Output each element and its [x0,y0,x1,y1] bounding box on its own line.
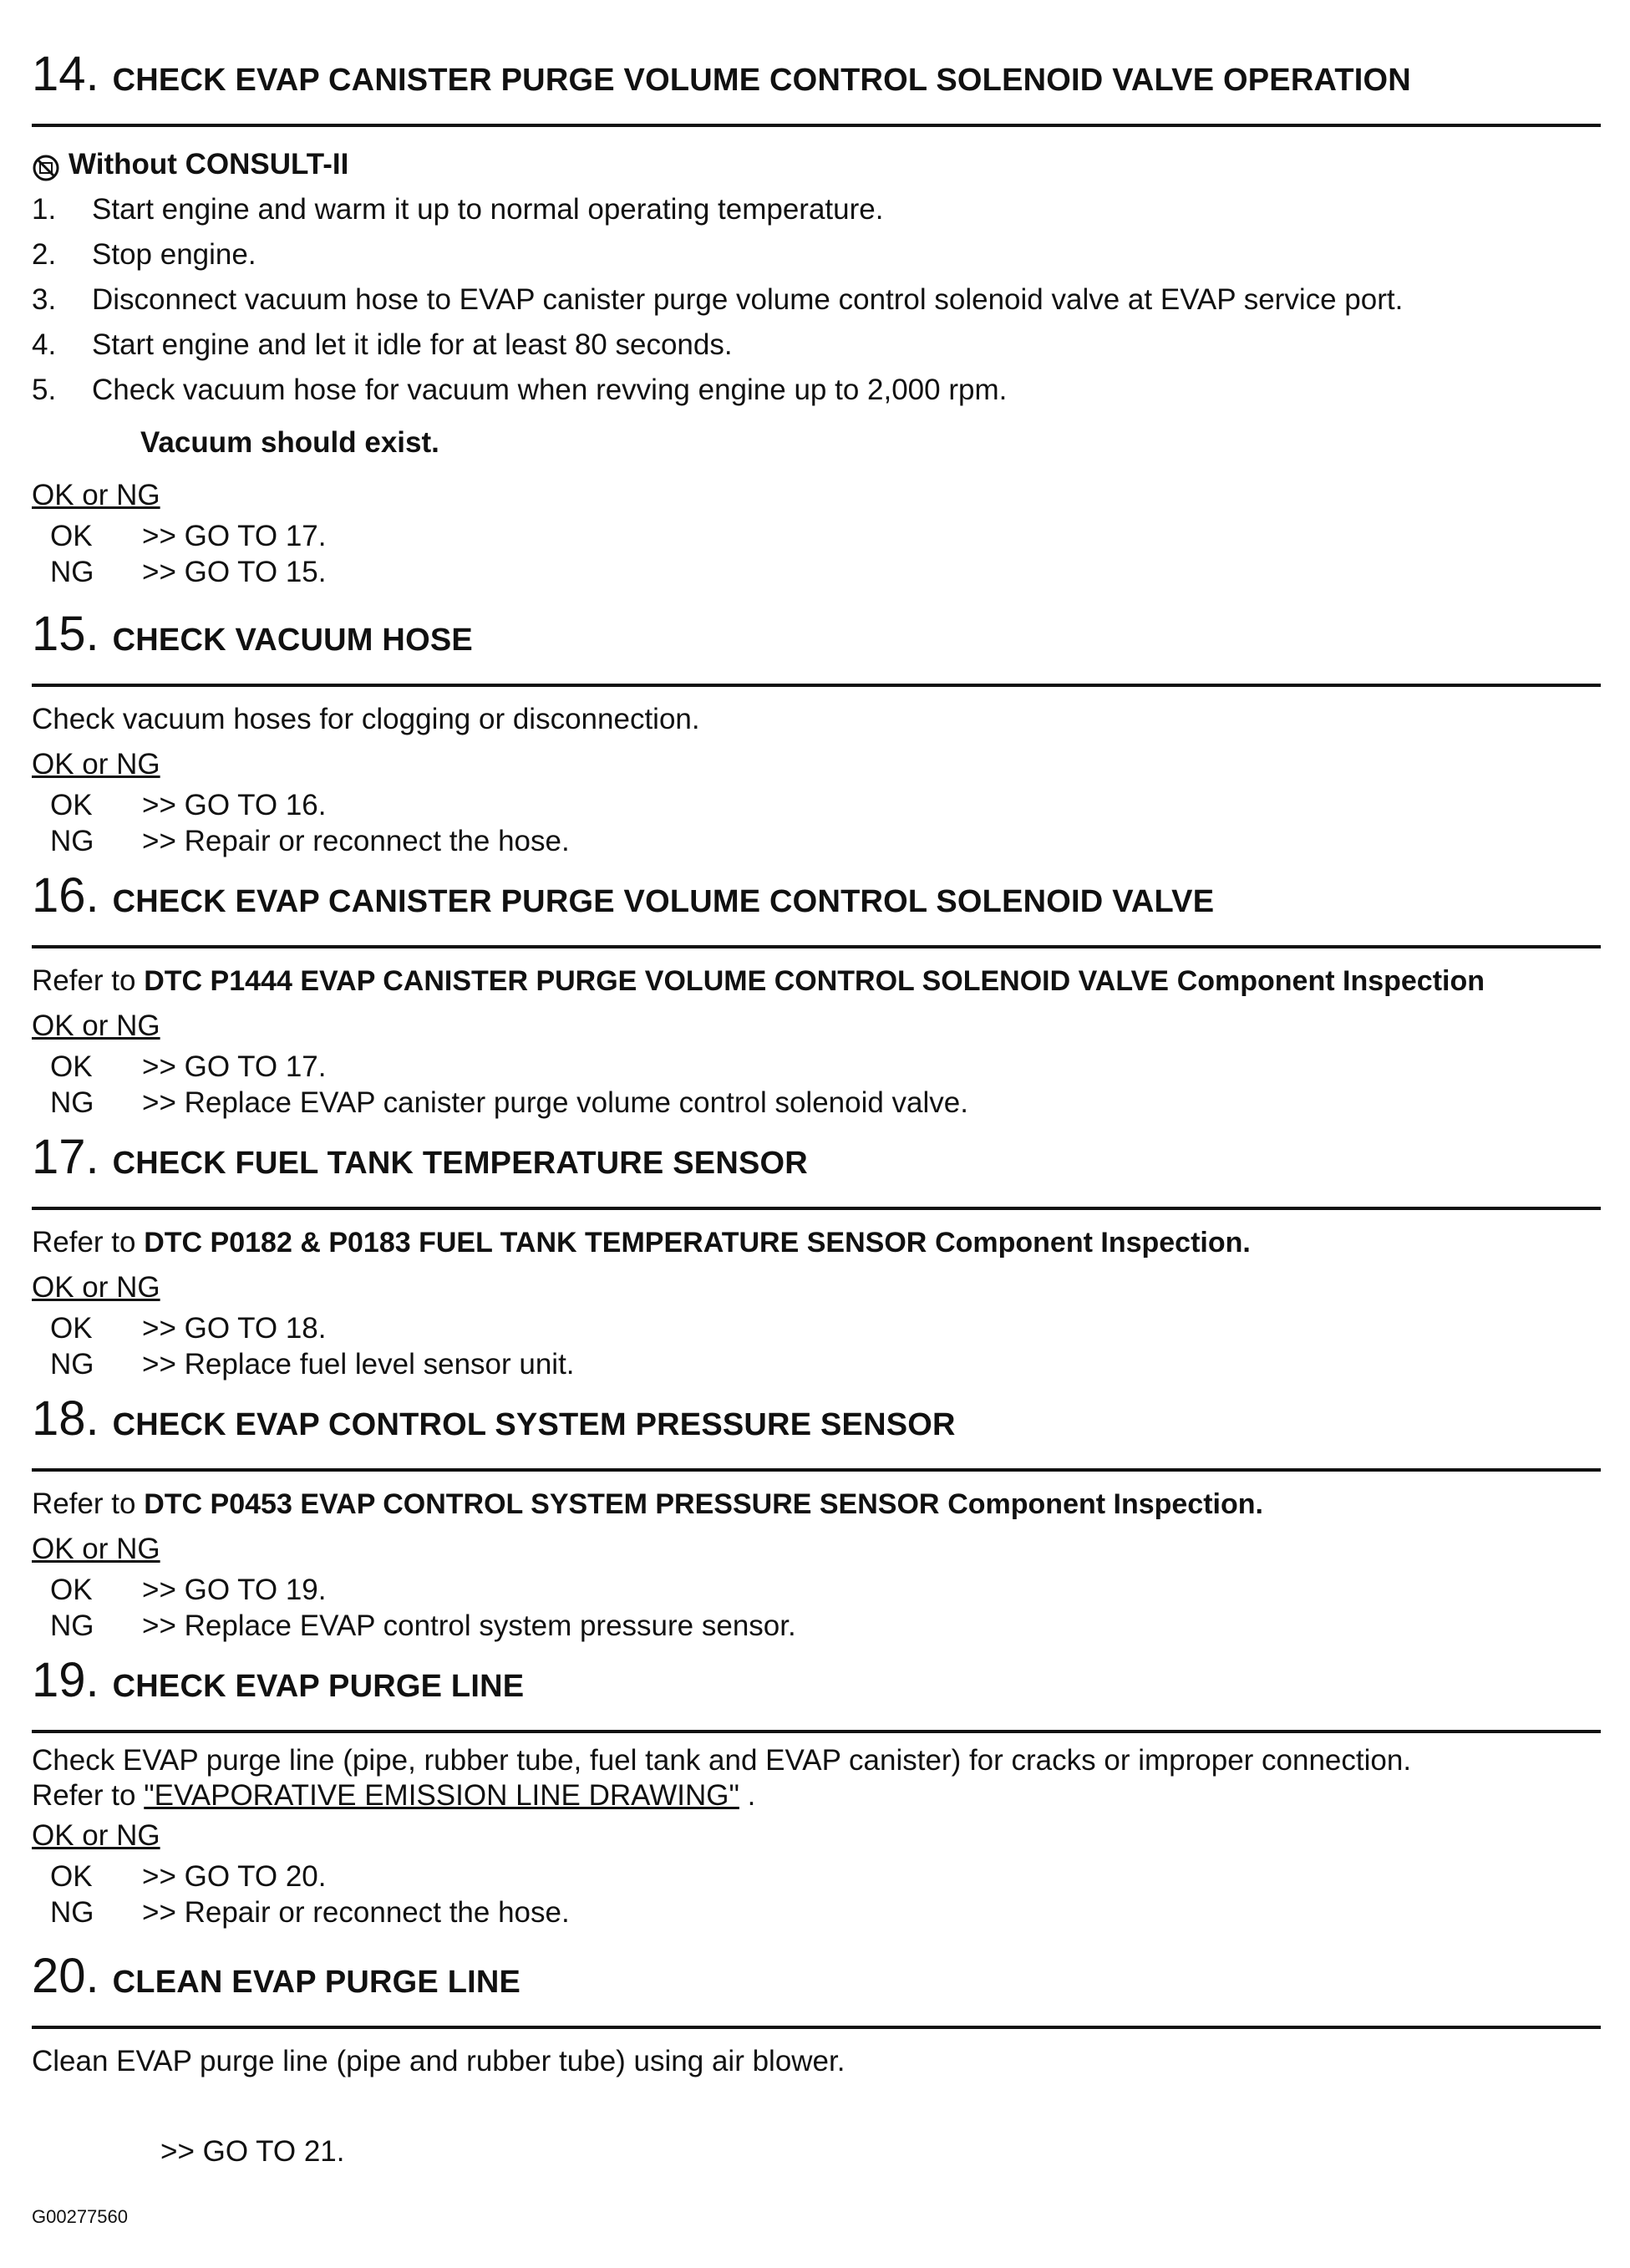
procedure-list [32,187,1601,413]
step-number: 14. [32,47,99,101]
ng-result: NG >> GO TO 15. [50,556,327,588]
step-14-header [32,47,1601,127]
step-text: Clean EVAP purge line (pipe and rubber tube) using air blower. [32,2045,845,2077]
next-action: >> GO TO 21. [160,2135,345,2168]
list-item: 3. Disconnect vacuum hose to EVAP canister purge volume control solenoid valve at EVAP service port. [32,283,1404,316]
ok-ng-label: OK or NG [32,1819,160,1852]
step-15 [32,607,1601,859]
document-code: G00277560 [32,2206,128,2227]
without-consult-heading [32,142,1601,187]
reference-line: Refer to "EVAPORATIVE EMISSION LINE DRAWING" . [32,1779,756,1812]
step-text: Check EVAP purge line (pipe, rubber tube, fuel tank and EVAP canister) for cracks or improper connection. [32,1744,1412,1777]
step-text: Check vacuum hoses for clogging or disconnection. [32,703,700,735]
ng-result: NG >> Repair or reconnect the hose. [50,1896,570,1929]
no-consult-icon [32,150,60,179]
step-20-header [32,1949,1601,2029]
step-17 [32,1130,1601,1382]
ng-result: NG >> Replace fuel level sensor unit. [50,1348,575,1381]
ok-result: OK >> GO TO 18. [50,1312,327,1345]
step-17-header [32,1130,1601,1210]
ok-ng-label: OK or NG [32,1533,160,1565]
ok-ng-label: OK or NG [32,748,160,781]
step-title: CHECK EVAP CANISTER PURGE VOLUME CONTROL SOLENOID VALVE [112,884,1215,919]
step-number: 19. [32,1653,99,1707]
list-item: 1. Start engine and warm it up to normal operating temperature. [32,193,884,226]
step-title: CHECK FUEL TANK TEMPERATURE SENSOR [112,1146,808,1181]
step-number: 17. [32,1130,99,1184]
reference-line: Refer to DTC P1444 EVAP CANISTER PURGE VOLUME CONTROL SOLENOID VALVE Component Inspection [32,964,1485,997]
step-20 [32,1949,1601,2174]
reference-line: Refer to DTC P0453 EVAP CONTROL SYSTEM PRESSURE SENSOR Component Inspection. [32,1487,1263,1520]
ok-result: OK >> GO TO 17. [50,1050,327,1083]
step-14 [32,47,1601,590]
step-title: CHECK EVAP PURGE LINE [112,1669,525,1704]
ok-result: OK >> GO TO 16. [50,789,327,821]
step-title: CHECK VACUUM HOSE [112,623,473,658]
list-item: 5. Check vacuum hose for vacuum when revving engine up to 2,000 rpm. [32,374,1008,406]
ng-result: NG >> Replace EVAP control system pressure sensor. [50,1609,796,1642]
ok-ng-label: OK or NG [32,1009,160,1042]
ok-ng-label: OK or NG [32,1271,160,1304]
step-19-header [32,1653,1601,1733]
ok-ng-label: OK or NG [32,479,160,511]
step-title: CHECK EVAP CONTROL SYSTEM PRESSURE SENSOR [112,1407,956,1442]
step-number: 16. [32,868,99,923]
step-18-header [32,1391,1601,1472]
ok-result: OK >> GO TO 20. [50,1860,327,1893]
step-19 [32,1653,1601,1930]
ok-result: OK >> GO TO 17. [50,520,327,552]
reference-link[interactable]: DTC P0182 & P0183 FUEL TANK TEMPERATURE SENSOR [144,1227,927,1259]
step-number: 20. [32,1949,99,2003]
step-title: CHECK EVAP CANISTER PURGE VOLUME CONTROL SOLENOID VALVE OPERATION [112,63,1411,98]
step-18 [32,1391,1601,1644]
step-number: 18. [32,1391,99,1446]
reference-link[interactable]: DTC P0453 EVAP CONTROL SYSTEM PRESSURE SENSOR [144,1488,940,1520]
reference-line: Refer to DTC P0182 & P0183 FUEL TANK TEMPERATURE SENSOR Component Inspection. [32,1226,1251,1259]
step-16-header [32,868,1601,948]
step-15-header [32,607,1601,687]
list-item: 2. Stop engine. [32,238,256,271]
spec-note: Vacuum should exist. [140,426,439,459]
ng-result: NG >> Repair or reconnect the hose. [50,825,570,857]
list-item: 4. Start engine and let it idle for at least 80 seconds. [32,328,733,361]
ng-result: NG >> Replace EVAP canister purge volume control solenoid valve. [50,1086,968,1119]
mode-label: Without CONSULT-II [69,148,349,181]
reference-link[interactable]: DTC P1444 EVAP CANISTER PURGE VOLUME CONTROL SOLENOID VALVE [144,965,1169,997]
drawing-link[interactable]: "EVAPORATIVE EMISSION LINE DRAWING" [144,1779,739,1812]
ok-result: OK >> GO TO 19. [50,1574,327,1606]
step-title: CLEAN EVAP PURGE LINE [112,1965,521,2000]
step-16 [32,868,1601,1121]
step-number: 15. [32,607,99,661]
